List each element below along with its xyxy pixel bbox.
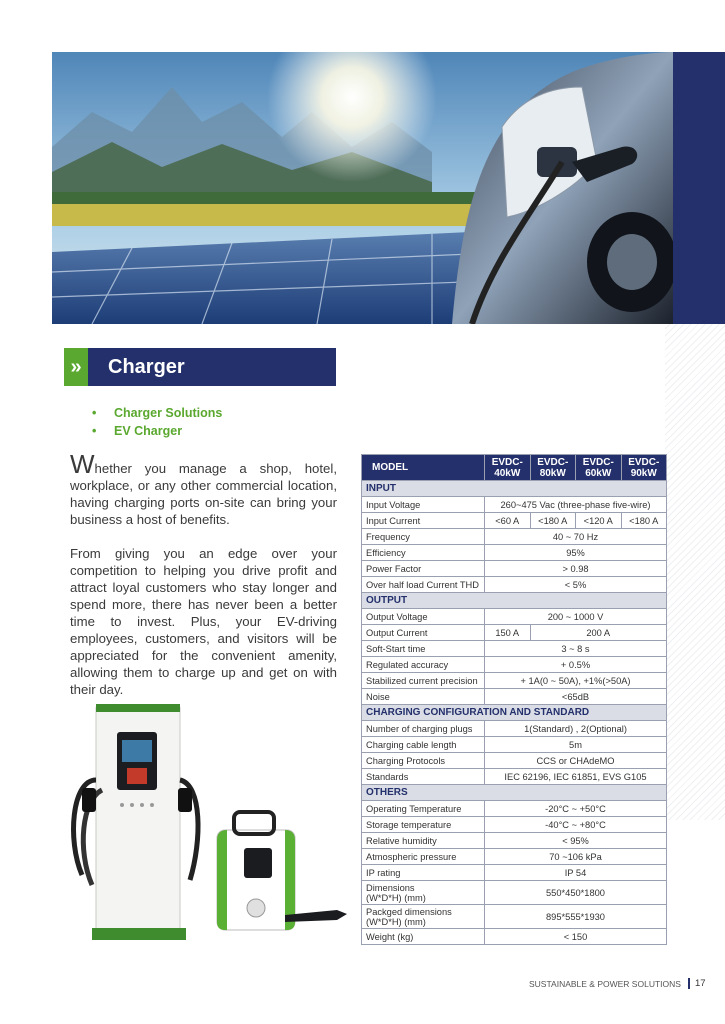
footer-divider <box>688 978 690 989</box>
row-value: <65dB <box>485 689 667 705</box>
row-value: < 5% <box>485 577 667 593</box>
section-header-bar <box>64 348 336 386</box>
row-label: Input Voltage <box>362 497 485 513</box>
row-label: IP rating <box>362 865 485 881</box>
row-label: Relative humidity <box>362 833 485 849</box>
page-number: 17 <box>694 978 706 989</box>
row-label: Power Factor <box>362 561 485 577</box>
row-label: Storage temperature <box>362 817 485 833</box>
row-value: 40 ~ 70 Hz <box>485 529 667 545</box>
row-value: <120 A <box>576 513 622 529</box>
section-row: OTHERS <box>362 785 667 801</box>
drop-cap: W <box>70 449 95 479</box>
model-col: EVDC- 90kW <box>621 455 667 481</box>
row-value: <180 A <box>621 513 667 529</box>
bullet-list <box>92 404 222 440</box>
row-value: 200 A <box>530 625 667 641</box>
diagonal-hatch-decoration <box>665 300 725 820</box>
row-label: Number of charging plugs <box>362 721 485 737</box>
row-label: Operating Temperature <box>362 801 485 817</box>
hero-image-solar-ev-charging <box>52 52 673 324</box>
model-col: EVDC- 60kW <box>576 455 622 481</box>
footer-text: SUSTAINABLE & POWER SOLUTIONS <box>529 978 681 989</box>
spec-table <box>361 454 667 945</box>
intro-paragraph <box>70 449 337 528</box>
row-value: IEC 62196, IEC 61851, EVS G105 <box>485 769 667 785</box>
row-label: Stabilized current precision <box>362 673 485 689</box>
row-label: Dimensions (W*D*H) (mm) <box>362 881 485 905</box>
bullet-item: • Charger Solutions <box>92 404 222 422</box>
row-label: Weight (kg) <box>362 929 485 945</box>
section-row: CHARGING CONFIGURATION AND STANDARD <box>362 705 667 721</box>
section-row: OUTPUT <box>362 593 667 609</box>
row-value: 95% <box>485 545 667 561</box>
page-footer <box>529 978 706 989</box>
benefits-paragraph: From giving you an edge over your competition to helping you drive profit and attract loyal customers who stay longer and spend more, there has never been a better time to invest. Plus, your EV-driving employees, customers, and visitors will be appreciated for the convenient amenity, allowing them to charge up and get on with their day. <box>70 546 337 697</box>
row-value: 895*555*1930 <box>485 905 667 929</box>
row-value: + 0.5% <box>485 657 667 673</box>
row-label: Efficiency <box>362 545 485 561</box>
table-header-row <box>362 455 667 481</box>
row-label: Frequency <box>362 529 485 545</box>
row-label: Over half load Current THD <box>362 577 485 593</box>
row-value: + 1A(0 ~ 50A), +1%(>50A) <box>485 673 667 689</box>
navy-side-tab <box>673 52 725 324</box>
row-label: Atmospheric pressure <box>362 849 485 865</box>
row-value: 550*450*1800 <box>485 881 667 905</box>
row-label: Output Current <box>362 625 485 641</box>
intro-text: hether you manage a shop, hotel, workplace, or any other commercial location, having charging ports on-site can bring your business a host of benefits. <box>70 461 337 527</box>
section-title: Charger <box>108 355 185 378</box>
double-chevron-icon: » <box>64 348 88 386</box>
model-col: EVDC- 80kW <box>530 455 576 481</box>
row-value: 260~475 Vac (three-phase five-wire) <box>485 497 667 513</box>
row-label: Charging Protocols <box>362 753 485 769</box>
row-value: 1(Standard) , 2(Optional) <box>485 721 667 737</box>
model-header: MODEL <box>362 455 485 481</box>
bullet-item: • EV Charger <box>92 422 222 440</box>
row-value: -40°C ~ +80°C <box>485 817 667 833</box>
row-value: CCS or CHAdeMO <box>485 753 667 769</box>
row-value: 70 ~106 kPa <box>485 849 667 865</box>
row-label: Packged dimensions (W*D*H) (mm) <box>362 905 485 929</box>
row-label: Charging cable length <box>362 737 485 753</box>
row-value: IP 54 <box>485 865 667 881</box>
row-label: Soft-Start time <box>362 641 485 657</box>
row-value: 150 A <box>485 625 531 641</box>
row-label: Standards <box>362 769 485 785</box>
section-row: INPUT <box>362 481 667 497</box>
row-value: <180 A <box>530 513 576 529</box>
row-value: 200 ~ 1000 V <box>485 609 667 625</box>
row-label: Regulated accuracy <box>362 657 485 673</box>
row-label: Output Voltage <box>362 609 485 625</box>
row-value: > 0.98 <box>485 561 667 577</box>
row-value: <60 A <box>485 513 531 529</box>
row-value: 5m <box>485 737 667 753</box>
row-value: < 95% <box>485 833 667 849</box>
row-value: -20°C ~ +50°C <box>485 801 667 817</box>
model-col: EVDC- 40kW <box>485 455 531 481</box>
row-label: Noise <box>362 689 485 705</box>
charger-product-image <box>52 700 352 945</box>
row-label: Input Current <box>362 513 485 529</box>
row-value: 3 ~ 8 s <box>485 641 667 657</box>
row-value: < 150 <box>485 929 667 945</box>
